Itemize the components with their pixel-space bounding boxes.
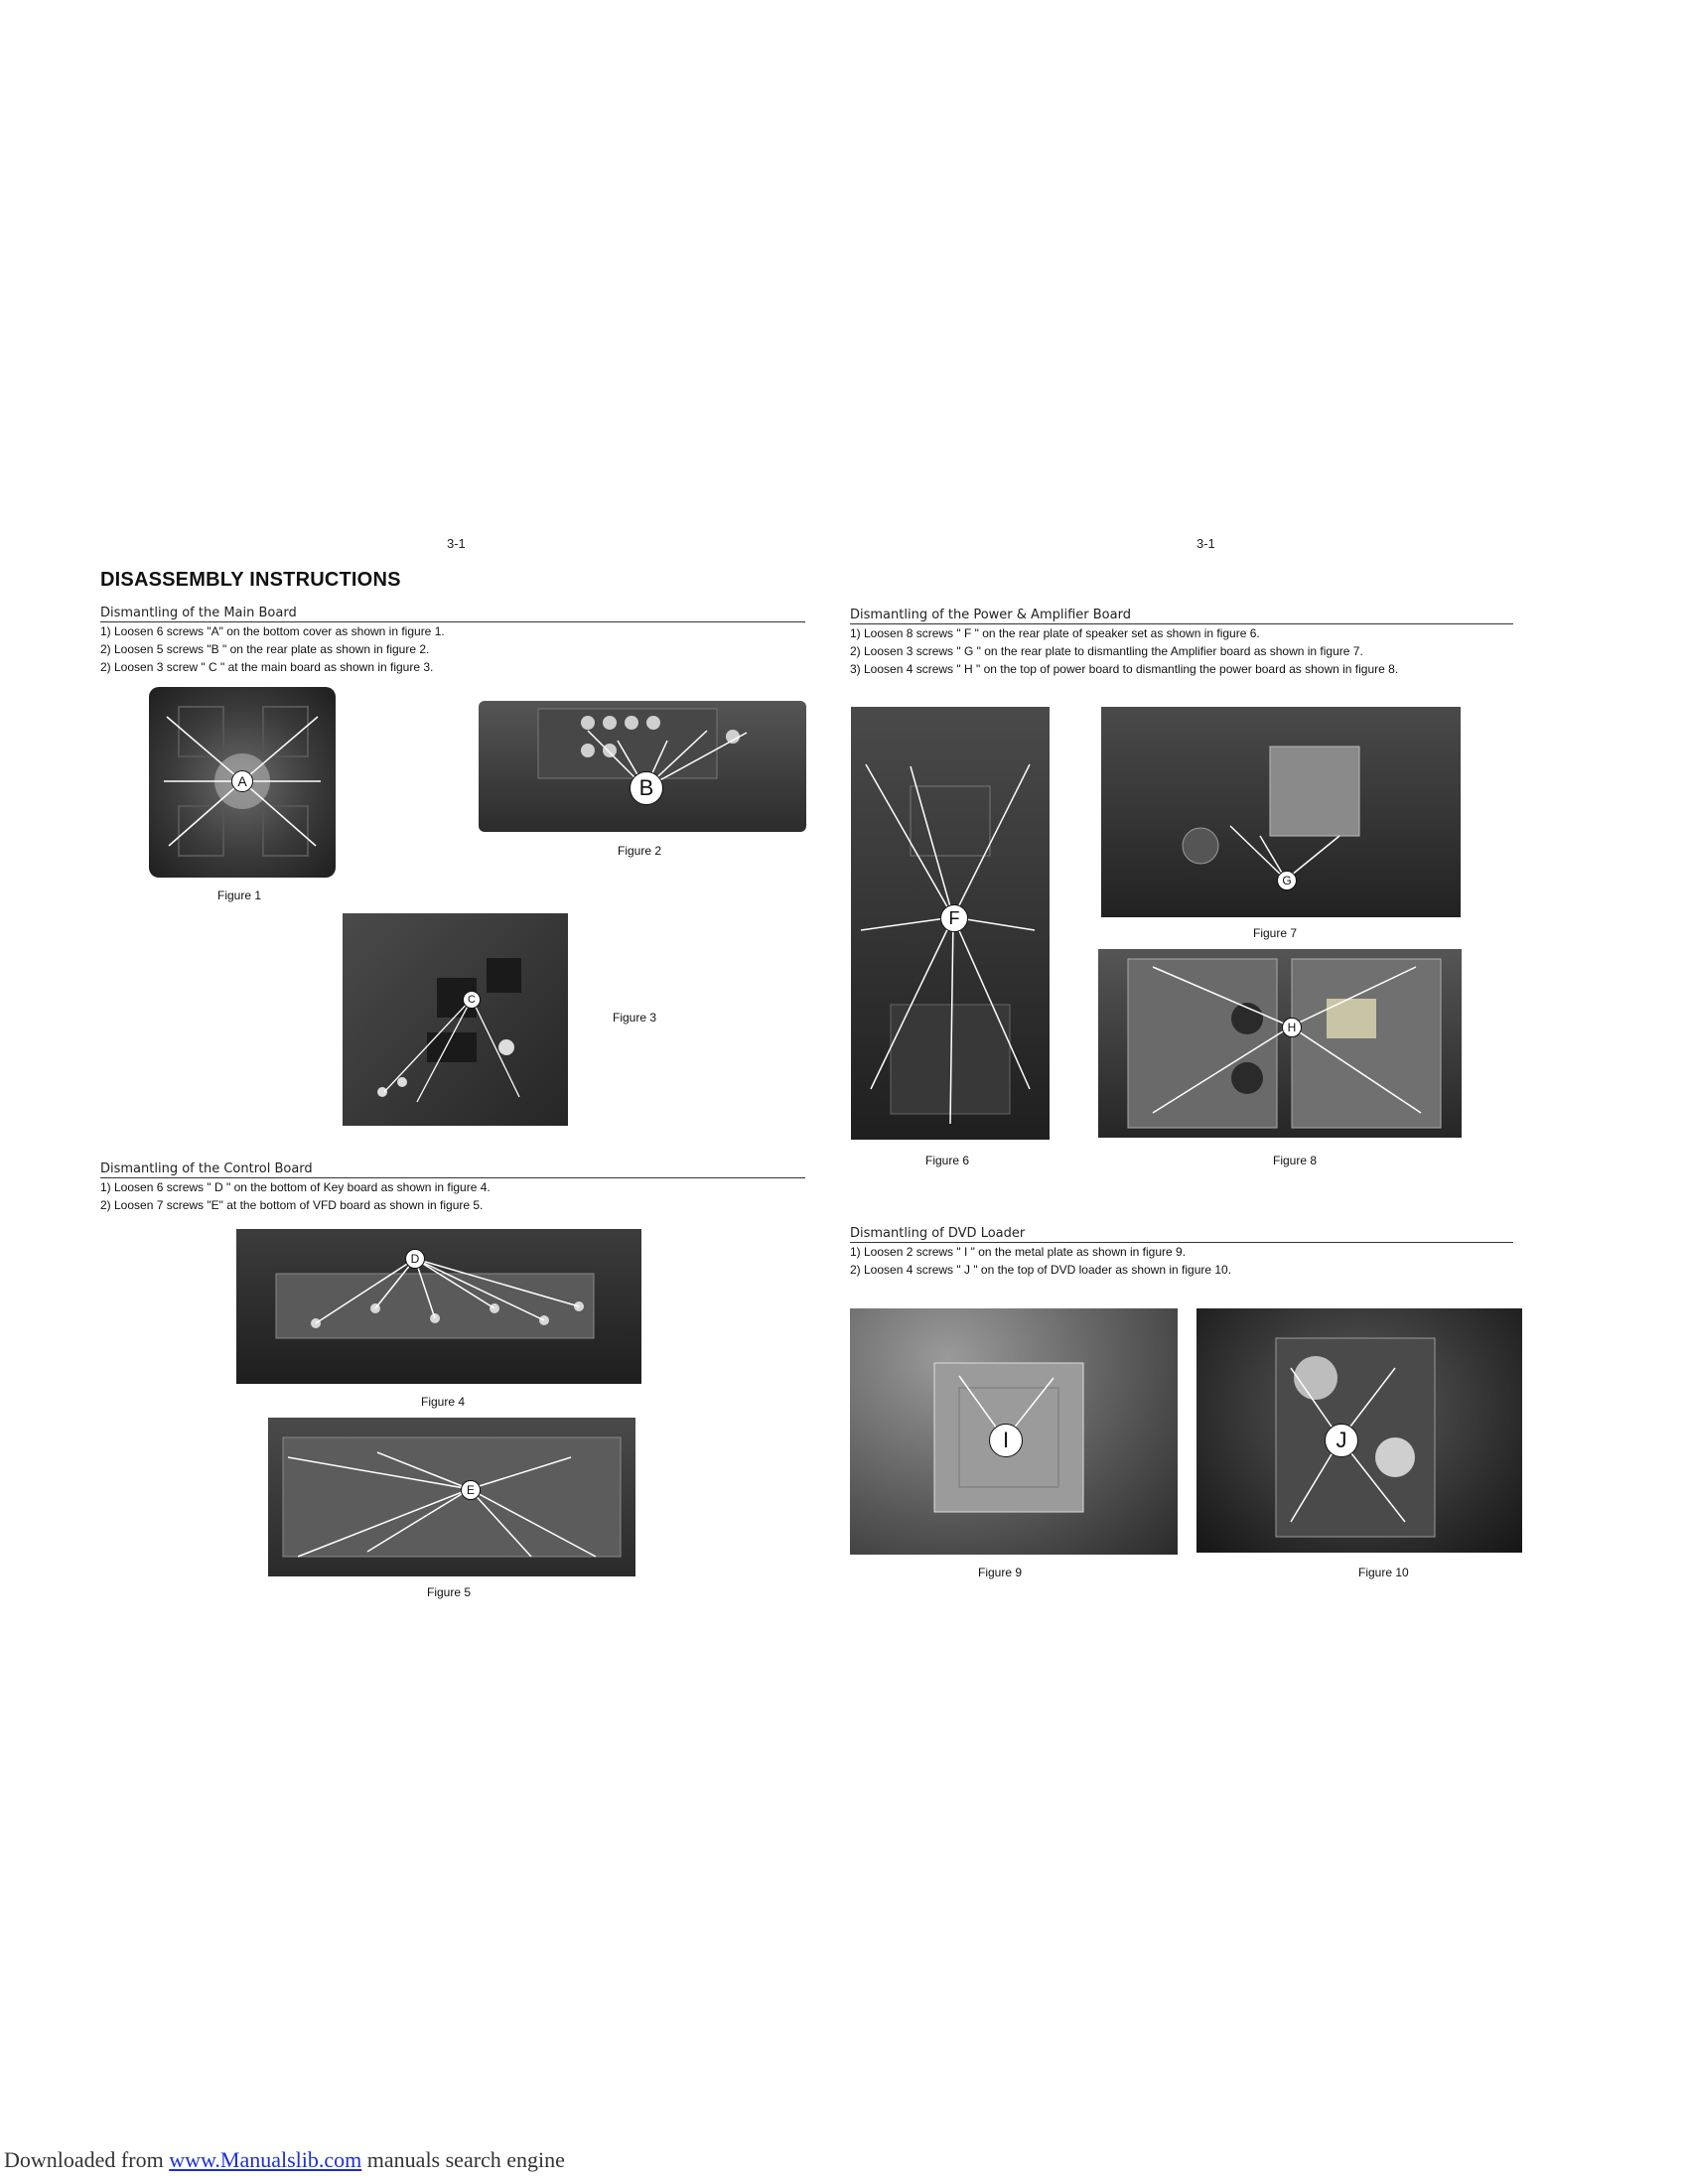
- figure-5-caption: Figure 5: [427, 1585, 472, 1599]
- figure-2-photo: [479, 701, 806, 832]
- steps-control-board: [100, 1178, 491, 1214]
- section-heading-power-amp: Dismantling of the Power & Amplifier Board: [850, 608, 1513, 624]
- manualslib-link[interactable]: www.Manualslib.com: [169, 2147, 362, 2172]
- section-heading-dvd-loader: Dismantling of DVD Loader: [850, 1226, 1513, 1243]
- step-text: 2) Loosen 5 screws "B " on the rear plate as shown in figure 2.: [100, 642, 430, 656]
- steps-main-board: [100, 622, 445, 676]
- figure-10-photo: [1196, 1308, 1522, 1553]
- callout-c: C: [463, 991, 481, 1009]
- figure-6-photo: [851, 707, 1050, 1140]
- figure-3-photo: [343, 913, 568, 1126]
- figure-8-photo: [1098, 949, 1462, 1138]
- step-text: 1) Loosen 6 screws " D " on the bottom of Key board as shown in figure 4.: [100, 1180, 491, 1194]
- figure-3-caption: Figure 3: [613, 1011, 657, 1024]
- callout-g: G: [1277, 871, 1297, 890]
- footer-prefix: Downloaded from: [4, 2147, 170, 2172]
- callout-b: B: [630, 771, 663, 805]
- steps-dvd-loader: [850, 1243, 1231, 1279]
- download-footer: [4, 2147, 565, 2173]
- figure-8-caption: Figure 8: [1273, 1154, 1318, 1167]
- figure-1-caption: Figure 1: [217, 888, 262, 902]
- figure-7-caption: Figure 7: [1253, 926, 1298, 940]
- callout-f: F: [940, 904, 968, 932]
- step-text: 2) Loosen 7 screws "E" at the bottom of VFD board as shown in figure 5.: [100, 1198, 484, 1212]
- figure-5-photo: [268, 1418, 635, 1576]
- figure-7-photo: [1101, 707, 1461, 917]
- figure-4-caption: Figure 4: [421, 1395, 466, 1409]
- figure-2-caption: Figure 2: [618, 844, 662, 858]
- footer-suffix: manuals search engine: [361, 2147, 565, 2172]
- figure-1-photo: [149, 687, 336, 878]
- figure-9-photo: [850, 1308, 1178, 1555]
- step-text: 2) Loosen 4 screws " J " on the top of DVD loader as shown in figure 10.: [850, 1263, 1232, 1277]
- callout-e: E: [461, 1480, 481, 1500]
- callout-j: J: [1325, 1424, 1358, 1457]
- step-text: 2) Loosen 3 screws " G " on the rear plate to dismantling the Amplifier board as shown in figure 7.: [850, 644, 1363, 658]
- callout-h: H: [1282, 1018, 1302, 1037]
- figure-4-photo: [236, 1229, 641, 1384]
- right-page-number: 3-1: [1196, 536, 1215, 551]
- section-heading-main-board: Dismantling of the Main Board: [100, 606, 805, 622]
- step-text: 1) Loosen 6 screws "A" on the bottom cover as shown in figure 1.: [100, 624, 445, 638]
- step-text: 2) Loosen 3 screw " C " at the main board as shown in figure 3.: [100, 660, 434, 674]
- step-text: 3) Loosen 4 screws " H " on the top of power board to dismantling the power board as shown in figure 8.: [850, 662, 1399, 676]
- figure-10-caption: Figure 10: [1358, 1566, 1409, 1579]
- page-title: DISASSEMBLY INSTRUCTIONS: [100, 569, 401, 591]
- steps-power-amp: [850, 624, 1398, 678]
- section-heading-control-board: Dismantling of the Control Board: [100, 1161, 805, 1178]
- callout-a: A: [231, 770, 253, 792]
- figure-9-caption: Figure 9: [978, 1566, 1023, 1579]
- step-text: 1) Loosen 8 screws " F " on the rear plate of speaker set as shown in figure 6.: [850, 626, 1260, 640]
- left-page-number: 3-1: [447, 536, 466, 551]
- figure-6-caption: Figure 6: [925, 1154, 970, 1167]
- step-text: 1) Loosen 2 screws " I " on the metal plate as shown in figure 9.: [850, 1245, 1187, 1259]
- callout-d: D: [405, 1249, 425, 1269]
- callout-i: I: [989, 1424, 1023, 1457]
